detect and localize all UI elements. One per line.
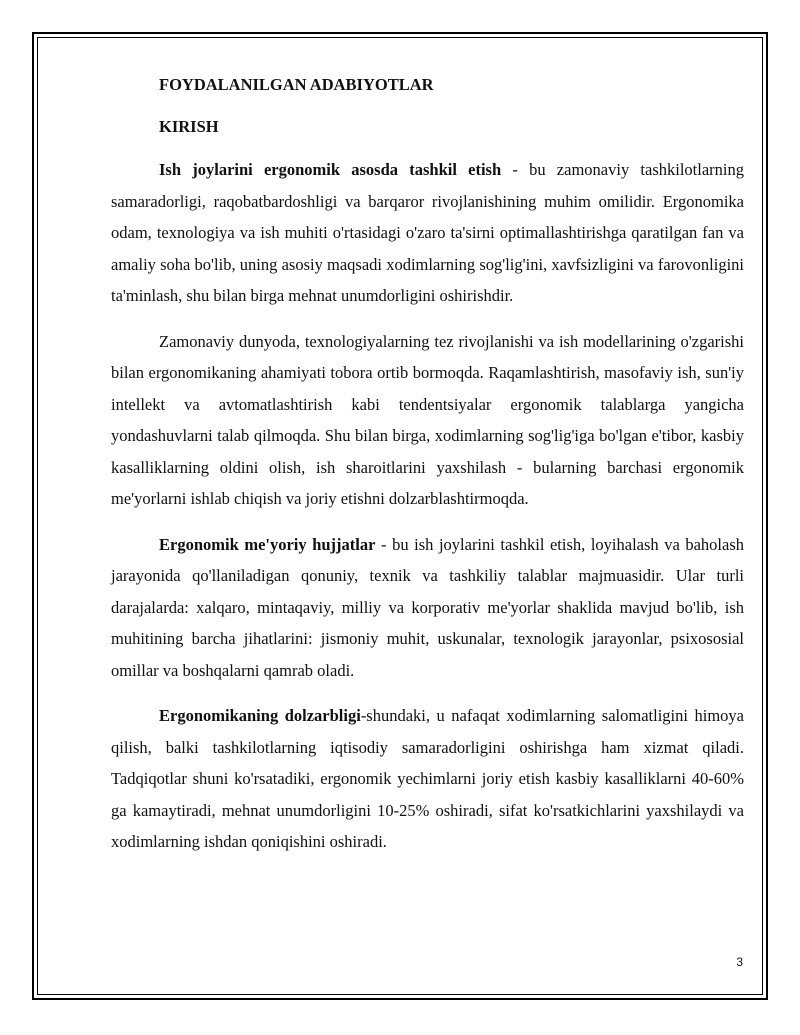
paragraph-1-text: - bu zamonaviy tashkilotlarning samaradorligi, raqobatbardoshligi va barqaror rivojlanishining muhim omilidir. Ergonomika odam, texnologiya va ish muhiti o'rtasidagi o'zaro ta'sirni optimallashtirishga qaratilgan fan va amaliy soha bo'lib, uning asosiy maqsadi xodimlarning sog'lig'ini, xavfsizligini va farovonligini ta'minlash, shu bilan birga mehnat unumdorligini oshirishdir. <box>111 160 744 305</box>
paragraph-4 <box>111 700 744 858</box>
paragraph-4-text: -shundaki, u nafaqat xodimlarning salomatligini himoya qilish, balki tashkilotlarning iqtisodiy samaradorligini oshirishga ham xizmat qiladi. Tadqiqotlar shuni ko'rsatadiki, ergonomik yechimlarni joriy etish kasbiy kasalliklarni 40-60% ga kamaytiradi, mehnat unumdorligini 10-25% oshiradi, sifat ko'rsatkichlarini yaxshilaydi va xodimlarning ishdan qoniqishini oshiradi. <box>111 706 744 851</box>
paragraph-3 <box>111 529 744 687</box>
paragraph-1 <box>111 154 744 312</box>
heading-references: FOYDALANILGAN ADABIYOTLAR <box>159 75 434 94</box>
paragraph-3-text: - bu ish joylarini tashkil etish, loyihalash va baholash jarayonida qo'llaniladigan qonuniy, texnik va tashkiliy talablar majmuasidir. Ular turli darajalarda: xalqaro, mintaqaviy, milliy va korporativ me'yorlar shaklida mavjud bo'lib, ish muhitining barcha jihatlarini: jismoniy muhit, uskunalar, texnologik jarayonlar, psixososial omillar va boshqalarni qamrab oladi. <box>111 534 744 680</box>
paragraph-2 <box>111 326 744 515</box>
paragraph-2-text: Zamonaviy dunyoda, texnologiyalarning tez rivojlanishi va ish modellarining o'zgarishi bilan ergonomikaning ahamiyati tobora ortib bormoqda. Raqamlashtirish, masofaviy ish, sun'iy intellekt va avtomatlashtirish kabi tendentsiyalar ergonomik talablarga yangicha yondashuvlarni talab qilmoqda. Shu bilan birga, xodimlarning sog'lig'iga bo'lgan e'tibor, kasbiy kasalliklarning oldini olish, ish sharoitlarini yaxshilash - bularning barchasi ergonomik me'yorlarni ishlab chiqish va joriy etishni dolzarblashtirmoqda. <box>111 331 744 508</box>
heading-introduction: KIRISH <box>159 117 219 136</box>
paragraph-4-bold-term: Ergonomikaning dolzarbligi <box>159 706 361 725</box>
document-body <box>111 70 744 858</box>
paragraph-1-bold-term: Ish joylarini ergonomik asosda tashkil etish <box>159 160 502 179</box>
paragraph-3-bold-term: Ergonomik me'yoriy hujjatlar <box>159 534 376 554</box>
page-number: 3 <box>736 955 743 969</box>
